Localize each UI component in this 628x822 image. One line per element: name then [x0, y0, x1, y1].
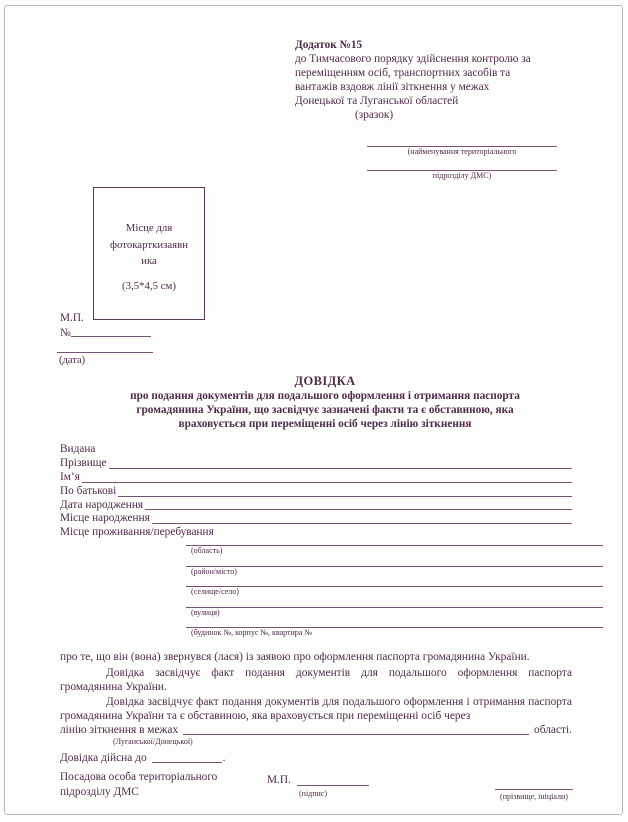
field-row-name	[60, 471, 572, 485]
valid-until-row	[60, 751, 572, 765]
authority-caption: (найменування територіального	[407, 147, 517, 156]
stamp-number-row	[60, 327, 151, 339]
number-sign-label: №	[60, 327, 71, 339]
address-fill-line	[186, 538, 603, 546]
field-label: Прізвище	[60, 456, 107, 469]
field-label: Ім’я	[60, 470, 80, 483]
appendix-line: вантажів вздовж лінії зіткнення у межах	[295, 80, 490, 93]
certificate-title-block	[60, 374, 590, 431]
address-fill-line	[186, 579, 603, 587]
field-row-surname	[60, 457, 572, 471]
field-row-patronymic	[60, 485, 572, 499]
number-fill-line	[71, 327, 151, 337]
field-fill-line	[82, 471, 572, 483]
field-row-issued	[60, 443, 572, 457]
sample-note: (зразок)	[355, 108, 394, 121]
region-caption: (Луганської/Донецької)	[113, 737, 193, 746]
certificate-title: ДОВІДКА	[294, 374, 356, 388]
body-paragraph: Довідка засвідчує факт подання документів для подальшого оформлення і отримання паспорта громадянина України та є обставиною, яка враховується при переміщенні осіб через	[60, 696, 572, 722]
address-caption: (селище/село)	[191, 587, 239, 596]
field-fill-line	[118, 485, 572, 497]
signature-mp-row	[267, 774, 369, 787]
authority-block	[367, 133, 557, 181]
name-caption: (прізвище, ініціали)	[500, 792, 568, 801]
field-fill-line	[109, 457, 572, 469]
field-label: По батькові	[60, 484, 117, 497]
photo-size-note: (3,5*4,5 см)	[122, 279, 176, 292]
appendix-number: Додаток №15	[295, 39, 363, 51]
address-fill-line	[186, 600, 603, 608]
region-blank-suffix: області.	[534, 724, 572, 736]
signature-caption: (підпис)	[299, 789, 328, 798]
region-blank-prefix: лінію зіткнення в межах	[60, 724, 179, 736]
photo-placeholder-box	[93, 187, 205, 320]
photo-caption-line: фотокарткизаявн	[110, 238, 188, 251]
certificate-subtitle-line: громадянина України, що засвідчує зазначені факти та є обставиною, яка	[136, 404, 514, 416]
address-fill-line	[186, 620, 603, 628]
appendix-line: переміщенням осіб, транспортних засобів та	[295, 66, 511, 79]
official-title-block	[60, 770, 217, 800]
signature-mp-group	[267, 774, 369, 799]
signature-fill-line	[297, 774, 369, 786]
photo-caption-line: ика	[141, 255, 157, 267]
address-block	[186, 538, 603, 641]
certificate-subtitle-line: про подання документів для подальшого оформлення і отримання паспорта	[130, 390, 520, 402]
address-caption: (район/місто)	[191, 566, 237, 576]
appendix-header	[295, 39, 600, 122]
field-label: Місце народження	[60, 512, 150, 525]
authority-fill-line	[367, 157, 557, 171]
certificate-subtitle-line: враховується при переміщенні осіб через лінію зіткнення	[178, 418, 472, 430]
valid-until-period: .	[222, 752, 226, 764]
body-paragraph: Довідка засвідчує факт подання документів для подальшого оформлення паспорта громадянина України.	[60, 666, 572, 693]
address-item	[186, 559, 603, 577]
field-fill-line	[152, 512, 572, 524]
address-item	[186, 620, 603, 638]
person-fields-block	[60, 443, 572, 540]
issued-label: Видана	[60, 443, 96, 455]
body-text-block	[60, 650, 572, 765]
address-item	[186, 538, 603, 556]
region-blank-row	[60, 723, 572, 737]
valid-until-fill-line	[152, 751, 222, 763]
stamp-mp-label: М.П.	[60, 312, 84, 324]
field-label: Дата народження	[60, 498, 144, 511]
address-caption: (будинок №, корпус №, квартира №	[191, 628, 312, 637]
appendix-line: Донецької та Луганської областей	[295, 94, 459, 107]
address-item	[186, 579, 603, 597]
body-paragraph: про те, що він (вона) звернувся (лася) із заявою про оформлення паспорта громадянина України.	[60, 651, 530, 663]
valid-until-label: Довідка дійсна до	[60, 752, 147, 764]
name-group	[495, 779, 573, 802]
address-item	[186, 600, 603, 618]
signature-mp-label: М.П.	[267, 774, 291, 786]
region-fill-line	[183, 723, 529, 735]
residence-label: Місце проживання/перебування	[60, 526, 214, 539]
official-title-line: Посадова особа територіального	[60, 771, 218, 783]
authority-fill-line	[367, 133, 557, 147]
authority-caption: підрозділу ДМС)	[432, 171, 492, 180]
field-fill-line	[145, 499, 572, 511]
photo-caption-line: Місце для	[125, 222, 173, 234]
field-row-birthplace	[60, 512, 572, 526]
name-fill-line	[495, 779, 573, 790]
official-title-line: підрозділу ДМС	[60, 786, 139, 798]
address-caption: (область)	[191, 546, 223, 555]
field-row-birthdate	[60, 499, 572, 513]
date-fill-line	[57, 341, 153, 353]
address-caption: (вулиця)	[191, 607, 220, 617]
address-fill-line	[186, 559, 603, 567]
appendix-line: до Тимчасового порядку здійснення контролю за	[295, 52, 531, 65]
date-caption: (дата)	[59, 355, 86, 366]
